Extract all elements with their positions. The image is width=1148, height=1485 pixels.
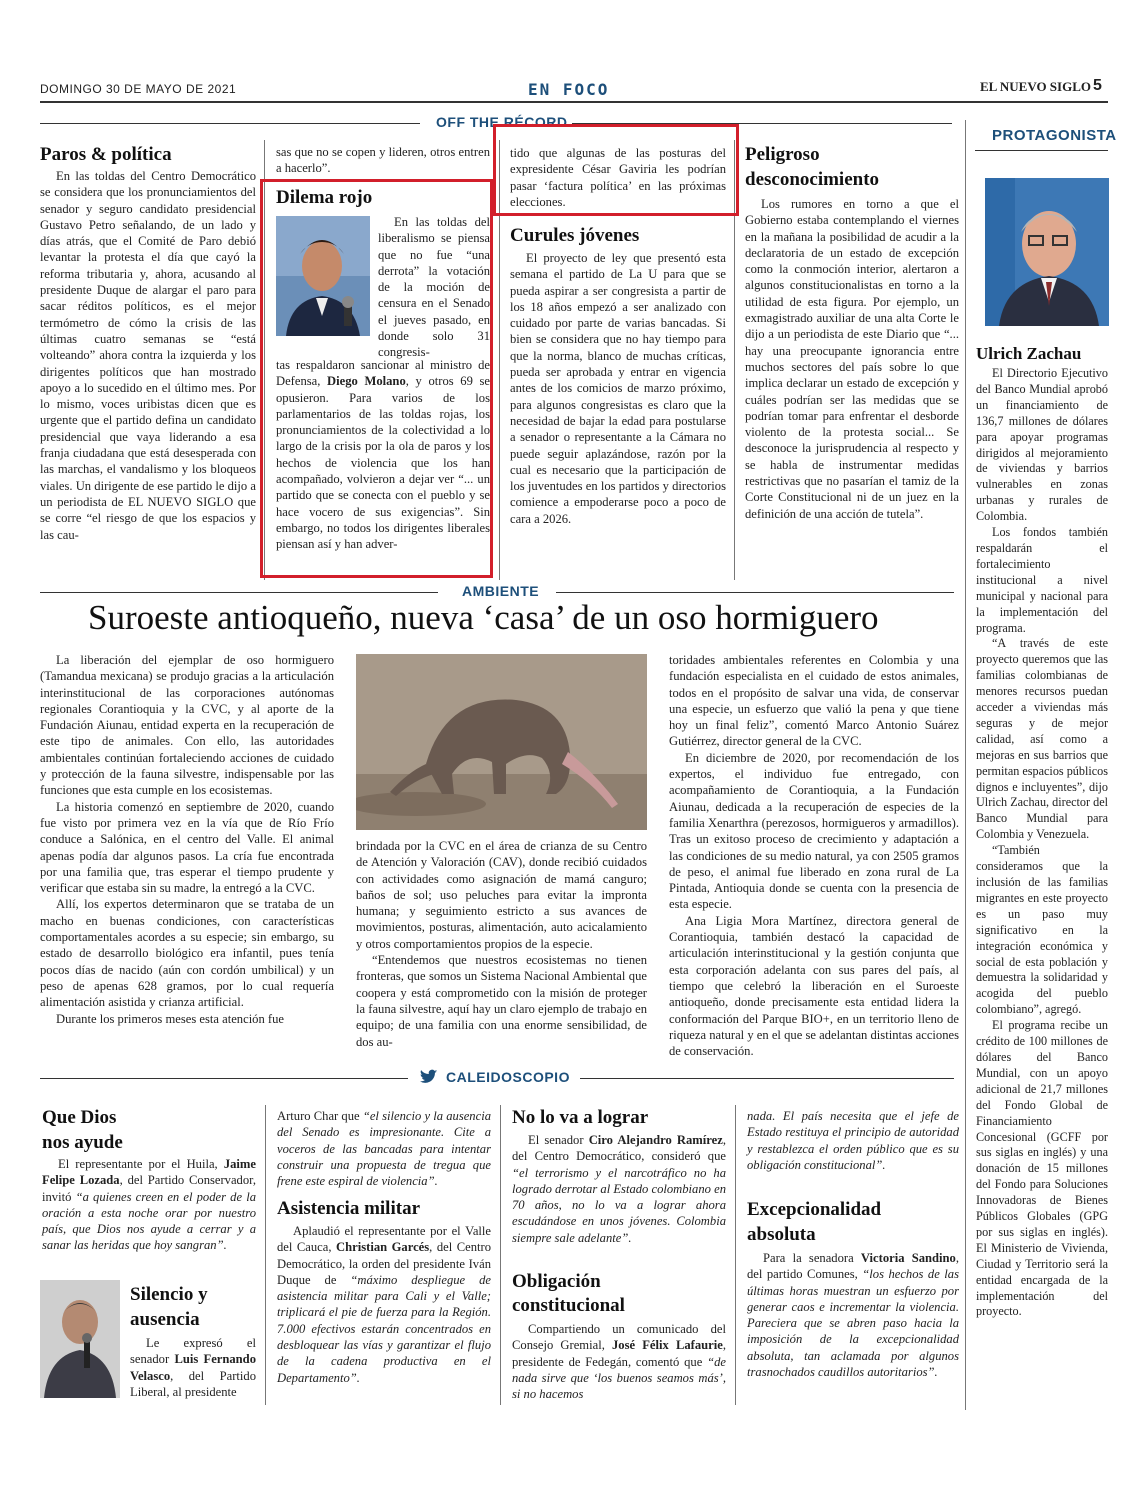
protagonist-body: El Directorio Ejecutivo del Banco Mundial aprobó un financiamiento de 136,7 millones de dólares para apoyar programas dirigidos al mejoramiento de viviendas y barrios vulnerables en zonas urbanas y rurales de Colombia. Los fondos también respaldarán el fortalecimiento institucional a nivel municipal y nacional para la implementación del programa. “A través de este proyecto queremos que las familias colombianas de menores recursos puedan acceder a viviendas más seguras y de mejor calidad, así como a mejoras en sus barrios que permitan espacios públicos dignos e incluyentes”, dijo Ulrich Zachau, director del Banco Mundial para Colombia y Venezuela. “También consideramos que la inclusión de las familias migrantes en este proyecto es un paso muy significativo en la integración económica y social de esta población y demuestra la solidaridad y acogida del pueblo colombiano”, agregó. El programa recibe un crédito de 100 millones de dólares del Banco Mundial, con un apoyo adicional de 21,7 millones del Fondo Global de Financiamiento Concesional (GCFF por sus siglas en inglés) y una donación de 15 millones del Fondo para Soluciones Innovadoras de Bienes Públicos Globales (GPG por sus siglas en inglés). El Ministerio de Vivienda, Ciudad y Territorio será la entidad encargada de la implementación del proyecto. bbox=[976, 366, 1108, 1319]
date-line: DOMINGO 30 DE MAYO DE 2021 bbox=[40, 82, 237, 96]
nolova-title: No lo va a lograr bbox=[512, 1107, 649, 1128]
protagonist-name: Ulrich Zachau bbox=[976, 344, 1082, 363]
off-the-record-label: OFF THE RÉCORD bbox=[436, 114, 568, 130]
column-divider bbox=[965, 120, 966, 1410]
excepcionalidad-title-2: absoluta bbox=[747, 1224, 816, 1245]
person-name: Luis Fernando Velasco bbox=[130, 1352, 256, 1383]
ambiente-col2: brindada por la CVC en el área de crianza de su Centro de Atención y Valoración (CAV), donde recibió cuidados con actividades como asignación de mamá canguro; baños de sol; uso peluches para evitar la impronta humana; y seguimiento estricto a sus avances de movimientos, posturas, alimentación, auto acicalamiento y otros comportamientos propios de la especie. “Entendemos que nuestros ecosistemas no tienen fronteras, que somos un Sistema Nacional Ambiental que coopera y está comprometido con la misión de proteger la fauna silvestre, aquí hay un claro ejemplo de trabajo en equipo; de una familia con una enorme sensibilidad, de dos au- bbox=[356, 839, 647, 1049]
portrait-photo bbox=[276, 216, 370, 336]
twitter-icon bbox=[420, 1069, 438, 1089]
paros-continued: sas que no se copen y lideren, otros entren a hacerlo”. bbox=[276, 145, 490, 176]
protagonist-photo bbox=[985, 178, 1109, 326]
obligacion-continued: nada. El país necesita que el jefe de Estado restituya el principio de autoridad y restablezca el orden público que es su obligación constitucional”. bbox=[747, 1109, 959, 1172]
column-divider bbox=[500, 1105, 501, 1405]
silencio-title-1: Silencio y bbox=[130, 1284, 208, 1305]
section-rule bbox=[556, 592, 954, 593]
caleidoscopio-label: CALEIDOSCOPIO bbox=[446, 1069, 570, 1085]
excepcionalidad-body: Para la senadora Victoria Sandino, del partido Comunes, “los hechos de las últimas horas muestran un esfuerzo por generar caos e incrementar la violencia. Pareciera que se abren paso hacia la imposición de la excepcionalidad absoluta, tan aclamada por algunos trasnochados caudillos autoritarios”. bbox=[747, 1251, 959, 1380]
anteater-photo bbox=[356, 654, 647, 830]
paros-title: Paros & política bbox=[40, 144, 172, 165]
ambiente-col1: La liberación del ejemplar de oso hormiguero (Tamandua mexicana) se produjo gracias a la articulación interinstitucional de las corporaciones autónomas regionales Corantioquia y la CVC, y al aporte de la Fundación Aiunau, entidad experta en la recuperación de este tipo de animales. Con ello, las autoridades ambientales continúan fortaleciendo acciones de cuidado y protección de la fauna silvestre, indispensable por las funciones que esta cumple en los ecosistemas. La historia comenzó en septiembre de 2020, cuando fue visto por primera vez en la vía que de Río Frío conduce a Salónica, en el centro del Valle. El animal apenas podía dar algunos pasos. La cría fue encontrada por una familia que, tras esperar el tiempo prudente y verificar que estaba sin su madre, la entregó a la CVC. Allí, los expertos determinaron que se trataba de un macho en buenas condiciones, con características comportamentales acordes a su especie; sin embargo, su estado de desarrollo biológico era infantil, pues tenía pocos días de nacido (aún con cordón umbilical) y un peso de apenas 628 gramos, por lo cual requería alimentación asistida y crianza artificial. Durante los primeros meses esta atención fue bbox=[40, 653, 334, 1026]
curules-title: Curules jóvenes bbox=[510, 225, 640, 246]
person-name: Diego Molano bbox=[327, 374, 406, 389]
ambiente-col3: toridades ambientales referentes en Colombia y una fundación especialista en el cuidado de estos animales, todos en el propósito de salvar una vida, de conservar una especie, un esfuerzo que valió la pena y que tiene hoy un final feliz”, comentó Marco Antonio Suárez Gutiérrez, director general de la CVC. En diciembre de 2020, por recomendación de los expertos, el individuo fue entregado, con acompañamiento de Corantioquia, a la Fundación Aiunau, dedicada a la recuperación de especies de la familia Xenarthra (perezosos, hormigueros y armadillos). Tras un exitoso proceso de crecimiento y adaptación a las condiciones de su medio natural, ya con 2505 gramos de peso, el animal fue liberado en zona rural de La Pintada, Antioquia donde se cuenta con la presencia de esta especie. Ana Ligia Mora Martínez, directora general de Corantioquia, también destacó la capacidad de articulación interinstitucional y la gestión conjunta que esta corporación adelanta con sus pares del país, al tiempo que celebró la liberación en el Suroeste antioqueño, donde precisamente esta entidad lidera la conformación del Parque BIO+, en un territorio lleno de riqueza natural y en el que se adelantan distintas acciones de conservación. bbox=[669, 653, 959, 1059]
peligroso-body: Los rumores en torno a que el Gobierno estaba contemplando el viernes en la mañana la posibilidad de acudir a la declaratoria de un estado de excepción como la conmoción interior, alertaron a algunos constitucionalistas en torno a la utilidad de esta figura. Por ejemplo, un exmagistrado auxiliar de una alta Corte le dijo a un periodista de este Diario que “... hay una preocupante ignorancia entre muchos sectores del país sobre lo que implica declarar un estado de excepción y cuáles podrían ser las medidas que se podrían tomar para enfrentar el desborde violento de la protesta social... Se desconoce la jurisprudencia al respecto y se habla de instrumentar medidas restrictivas que no pasarían el tamiz de la Corte Constitucional ni de un juez en la definición de una acción de tutela”. bbox=[745, 197, 959, 521]
peligroso-title-1: Peligroso bbox=[745, 144, 820, 165]
column-divider bbox=[735, 1105, 736, 1405]
section-rule bbox=[580, 1078, 954, 1079]
paper-name: EL NUEVO SIGLO bbox=[980, 79, 1091, 94]
paros-body: En las toldas del Centro Democrático se considera que los pronunciamientos del senador y seguro candidato presidencial Gustavo Petro señalando, de un lado y días atrás, que el Comité de Paro debió levantar la protesta el día que cayó la reforma tributaria y, ahora, acusando al presidente Duque de alargar el paro para sacar réditos políticos, es el mejor termómetro de cómo la crisis de las últimas cuatro semanas se “está volteando” ahora contra la izquierda y los dirigentes políticos que han mostrado apoyo a lo sucedido en el último mes. Por lo mismo, voces uribistas dicen que es urgente que el partido defina un candidato presidencial que vaya liderando a esa franja ciudadana que está desesperada con las marchas, el vandalismo y los bloqueos viales. Un dirigente de ese partido le dijo a un periodista de EL NUEVO SIGLO que se corre “el riesgo de que los espacios y las cau- bbox=[40, 169, 256, 542]
section-title: EN FOCO bbox=[528, 80, 610, 99]
silencio-body: Le expresó el senador Luis Fernando Velasco, del Partido Liberal, al presidente bbox=[130, 1336, 256, 1399]
ambiente-label: AMBIENTE bbox=[462, 583, 540, 599]
person-name: Christian Garcés bbox=[336, 1240, 430, 1255]
asistencia-title: Asistencia militar bbox=[277, 1198, 421, 1219]
obligacion-title-1: Obligación bbox=[512, 1271, 601, 1292]
obligacion-body: Compartiendo un comunicado del Consejo Gremial, José Félix Lafaurie, presidente de Fedegán, comentó que “de nada sirve que ‘los buenos seamos más’, si no hacemos bbox=[512, 1322, 726, 1402]
nolova-body: El senador Ciro Alejandro Ramírez, del Centro Democrático, consideró que “el terrorismo y el narcotráfico no ha logrado derrotar al Estado colombiano en 70 años, no lo va a lograr ahora escudándose en unos jóvenes. Colombia siempre sale adelante”. bbox=[512, 1133, 726, 1245]
dilema-title: Dilema rojo bbox=[276, 187, 373, 208]
person-name: Jaime Felipe Lozada bbox=[42, 1157, 256, 1188]
person-name: Ciro Alejandro Ramírez bbox=[588, 1133, 723, 1147]
quedios-title-1: Que Dios bbox=[42, 1107, 117, 1128]
person-name: José Félix Lafaurie bbox=[612, 1338, 723, 1353]
ambiente-headline: Suroeste antioqueño, nueva ‘casa’ de un oso hormiguero bbox=[88, 598, 879, 637]
section-rule bbox=[40, 123, 420, 124]
silencio-title-2: ausencia bbox=[130, 1309, 200, 1330]
quedios-body: El representante por el Huila, Jaime Felipe Lozada, del Partido Conservador, invitó “a quienes creen en el poder de la oración a esta noche orar por nuestro país, que Dios nos ayude a cerrar y a sanar las heridas que hoy sangran”. bbox=[42, 1157, 256, 1253]
dilema-continued: tido que algunas de las posturas del expresidente César Gaviria les podrían pasar ‘factura política’ en las próximas elecciones. bbox=[510, 146, 726, 209]
person-name: Victoria Sandino bbox=[860, 1251, 956, 1265]
section-rule bbox=[40, 592, 438, 593]
section-rule bbox=[975, 150, 1108, 151]
asistencia-body: Aplaudió el representante por el Valle del Cauca, Christian Garcés, del Centro Democrático, la orden del presidente Iván Duque de “máximo despliegue de asistencia militar para Cali y el Valle; triplicará el pie de fuerza para la Región. 7.000 efectivos estarán concentrados en desbloquear las vías y garantizar el flujo de la cadena productiva en el Departamento”. bbox=[277, 1224, 492, 1385]
peligroso-title-2: desconocimiento bbox=[745, 169, 880, 190]
velasco-photo bbox=[40, 1280, 120, 1398]
quedios-title-2: nos ayude bbox=[42, 1132, 123, 1153]
page-number: 5 bbox=[1093, 77, 1102, 94]
column-divider bbox=[265, 1105, 266, 1405]
excepcionalidad-title-1: Excepcionalidad bbox=[747, 1199, 882, 1220]
header-rule bbox=[40, 101, 1108, 103]
obligacion-title-2: constitucional bbox=[512, 1295, 625, 1316]
silencio-continued: Arturo Char que “el silencio y la ausencia del Senado es impresionante. Cite a voceros de las bancadas para intentar construir una propuesta de tregua que frene este espiral de violencia”. bbox=[277, 1109, 491, 1189]
dilema-body-rest: tas respaldaron sancionar al ministro de Defensa, Diego Molano, y otros 69 se opusieron. Para varios de los parlamentarios de las toldas rojas, los pronunciamientos de la colectividad a lo largo de la crisis por la ola de paros y los hechos de violencia que los han acompañado, volvieron a dejar ver “... un partido que se conecta con el pueblo y se hace vocero de sus exigencias”. Sin embargo, no todos los dirigentes liberales piensan así y han adver- bbox=[276, 358, 490, 552]
protagonista-label: PROTAGONISTA bbox=[992, 127, 1117, 144]
curules-body: El proyecto de ley que presentó esta semana el partido de La U para que se pueda aspirar a ser congresista a partir de los 18 años empezó a ser analizado con cuidado por parte de varias bancadas. Si bien se considera que no hay tiempo para que la norma, blanco de muchas críticas, pueda ser aprobada y entrar en vigencia antes de los comicios de marzo próximo, para algunos congresistas es claro que la necesidad de bajar la edad para postularse a senador o representante a la Cámara no puede seguir aplazándose, razón por la cual es necesario que la participación de los juventudes en los partidos y directorios comience a empoderarse poco a poco de cara a 2026. bbox=[510, 251, 726, 526]
section-rule bbox=[40, 1078, 408, 1079]
dilema-body-top: En las toldas del liberalismo se piensa que no fue “una derrota” la votación de la moción de censura en el Senado el jueves pasado, en donde solo 31 congresis- bbox=[378, 215, 490, 360]
